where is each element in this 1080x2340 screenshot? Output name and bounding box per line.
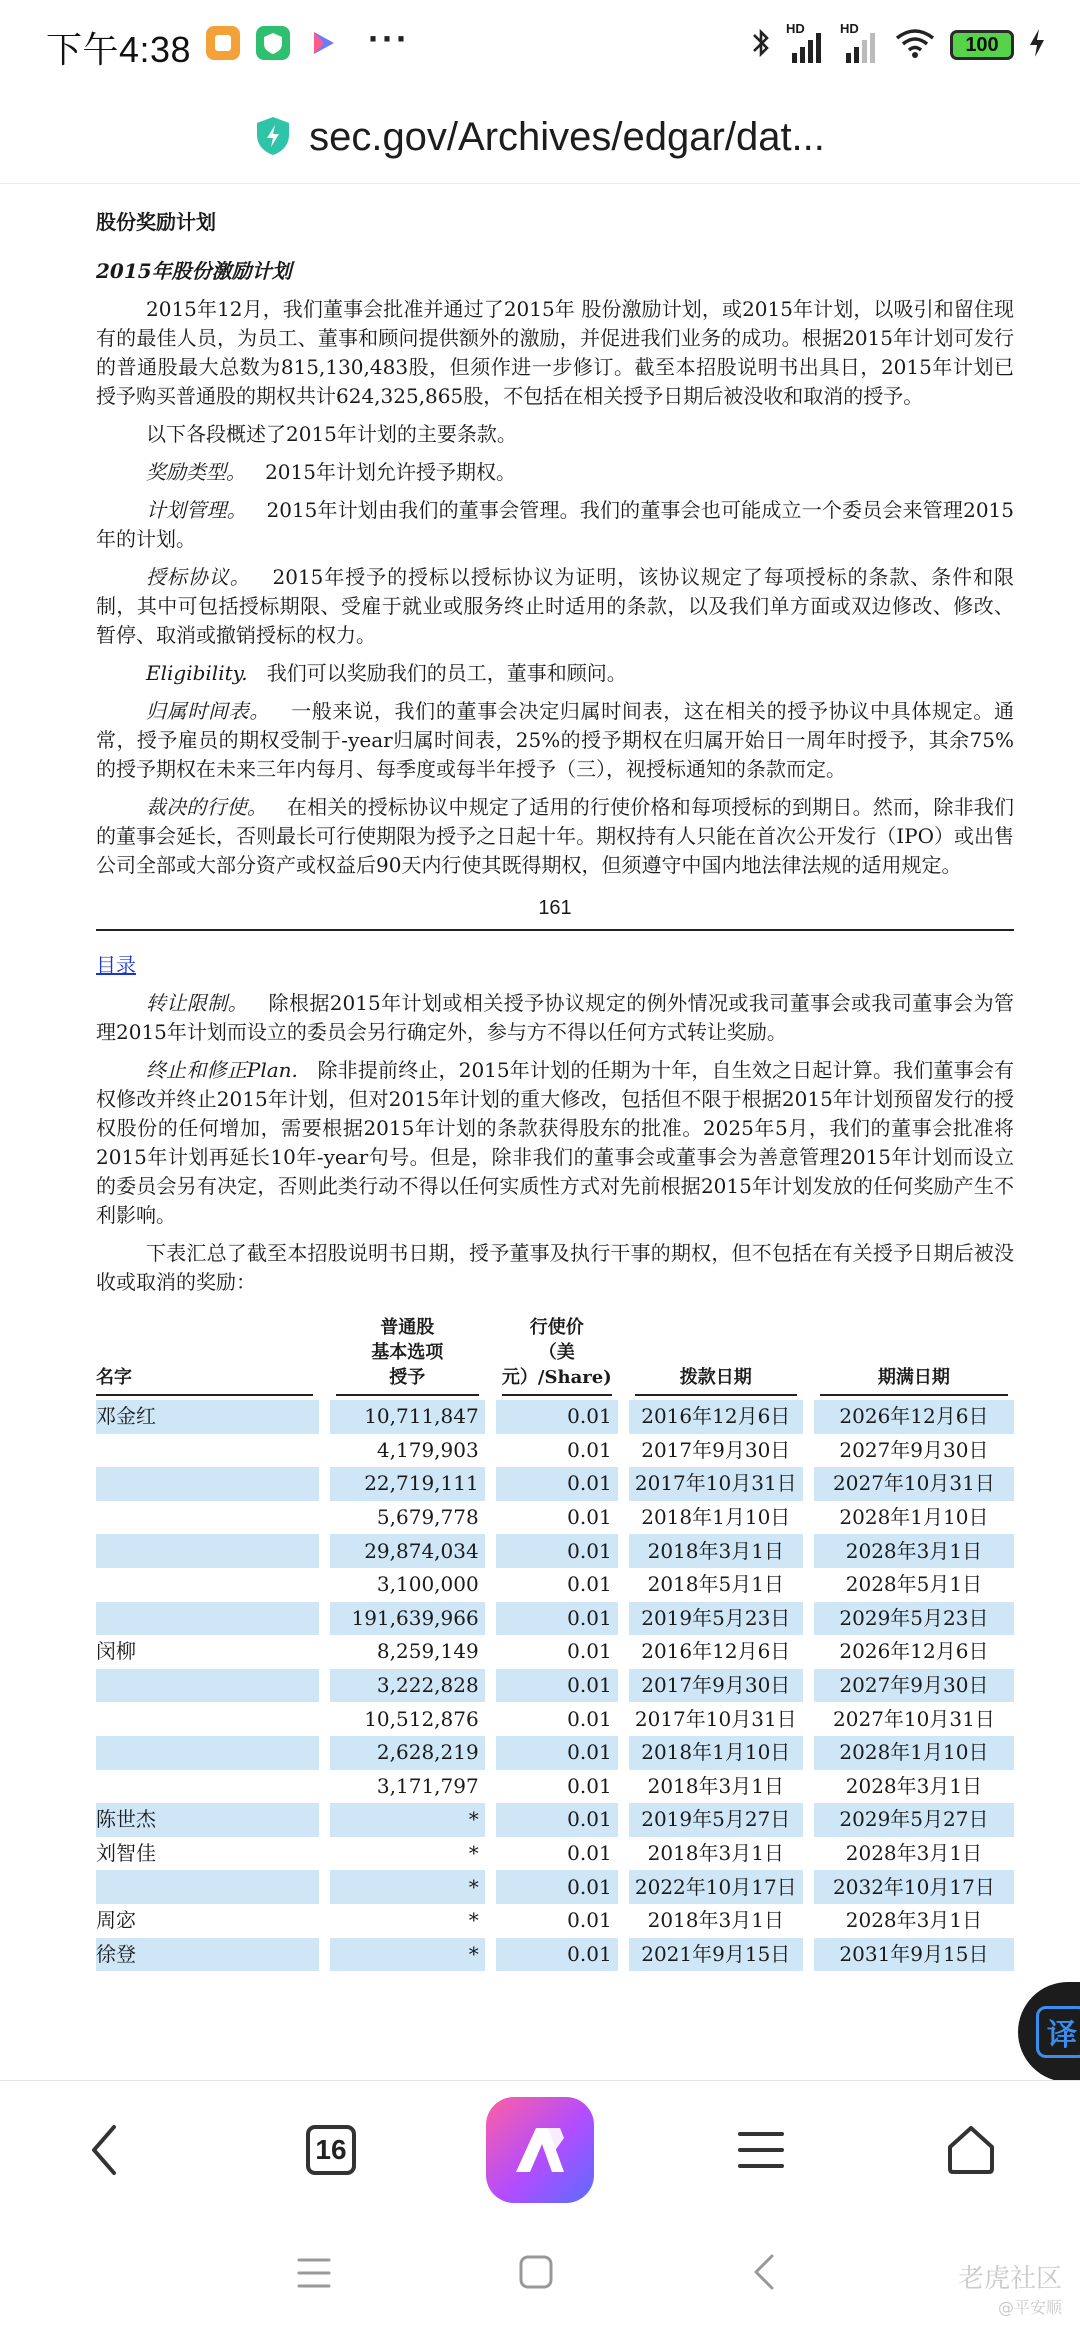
cell-name: 闵柳 bbox=[96, 1639, 136, 1664]
cell-name bbox=[96, 1602, 319, 1636]
column-gap bbox=[319, 1635, 330, 1669]
column-gap bbox=[618, 1736, 629, 1770]
column-gap bbox=[803, 1669, 814, 1703]
watermark bbox=[958, 2258, 1062, 2318]
document-page bbox=[96, 190, 1014, 2080]
column-gap bbox=[319, 1770, 330, 1804]
translate-icon: 译 bbox=[1036, 2006, 1080, 2058]
column-gap bbox=[319, 1568, 330, 1602]
column-gap bbox=[618, 1702, 629, 1736]
column-gap bbox=[803, 1938, 814, 1972]
table-row bbox=[96, 1635, 1014, 1669]
wifi-icon bbox=[894, 26, 936, 65]
system-nav-bar bbox=[0, 2218, 1080, 2340]
battery-indicator: 100 bbox=[950, 30, 1014, 60]
header-grant-date-label: 拨款日期 bbox=[635, 1365, 797, 1396]
cell-name bbox=[96, 1434, 319, 1468]
watermark-user: @平安顺 bbox=[997, 2298, 1062, 2317]
cell-name bbox=[96, 1501, 319, 1535]
ai-assistant-button[interactable] bbox=[486, 2097, 594, 2203]
column-gap bbox=[803, 1501, 814, 1535]
column-gap bbox=[803, 1534, 814, 1568]
notes-app-icon bbox=[206, 26, 240, 60]
column-gap bbox=[618, 1938, 629, 1972]
table-row bbox=[96, 1803, 1014, 1837]
cell-price: 0.01 bbox=[567, 1706, 612, 1731]
status-bar bbox=[0, 0, 1080, 92]
cell-name bbox=[96, 1702, 319, 1736]
column-gap bbox=[319, 1534, 330, 1568]
table-row bbox=[96, 1770, 1014, 1804]
tabs-button[interactable] bbox=[296, 2115, 366, 2185]
table-row bbox=[96, 1534, 1014, 1568]
cell-price: 0.01 bbox=[567, 1437, 612, 1462]
column-gap bbox=[803, 1467, 814, 1501]
cell-expiry-date: 2028年3月1日 bbox=[814, 1534, 1014, 1568]
cell-price: 0.01 bbox=[567, 1908, 612, 1933]
cell-name bbox=[96, 1870, 319, 1904]
square-home-icon bbox=[518, 2254, 554, 2290]
cell-name: 徐登 bbox=[96, 1938, 319, 1972]
translate-button[interactable] bbox=[1018, 1982, 1080, 2082]
table-row bbox=[96, 1400, 1014, 1434]
term-paragraph-award-type bbox=[96, 458, 1014, 487]
term-label: 授标协议。 bbox=[146, 565, 251, 589]
cell-price: 0.01 bbox=[496, 1736, 618, 1770]
cell-shares: 4,179,903 bbox=[376, 1437, 479, 1462]
shield-icon bbox=[255, 115, 291, 161]
browser-toolbar bbox=[0, 2080, 1080, 2218]
section-title: 股份奖励计划 bbox=[96, 210, 216, 234]
column-gap bbox=[319, 1669, 330, 1703]
term-label: 终止和修正Plan. bbox=[146, 1058, 298, 1082]
table-row bbox=[96, 1467, 1014, 1501]
cell-shares: 2,628,219 bbox=[330, 1736, 485, 1770]
term-paragraph-eligibility bbox=[96, 659, 1014, 688]
subsection-title: 2015年股份激励计划 bbox=[96, 259, 292, 283]
signal-label-2: HD bbox=[840, 21, 859, 36]
table-row bbox=[96, 1702, 1014, 1736]
signal-icon-1 bbox=[786, 21, 826, 65]
cell-shares: * bbox=[330, 1870, 485, 1904]
term-paragraph-exercise bbox=[96, 793, 1014, 880]
column-gap bbox=[485, 1669, 496, 1703]
header-price-line3: 元）/Share) bbox=[501, 1367, 612, 1388]
column-gap bbox=[485, 1736, 496, 1770]
cell-shares: 10,711,847 bbox=[330, 1400, 485, 1434]
cell-price: 0.01 bbox=[567, 1841, 612, 1866]
cell-shares: * bbox=[468, 1908, 479, 1933]
column-gap bbox=[319, 1702, 330, 1736]
column-gap bbox=[319, 1467, 330, 1501]
cell-expiry-date: 2028年3月1日 bbox=[845, 1841, 983, 1866]
column-gap bbox=[618, 1501, 629, 1535]
cell-price: 0.01 bbox=[496, 1938, 618, 1972]
column-gap bbox=[319, 1602, 330, 1636]
cell-shares: * bbox=[330, 1803, 485, 1837]
menu-button[interactable] bbox=[726, 2115, 796, 2185]
cell-expiry-date: 2027年10月31日 bbox=[814, 1467, 1014, 1501]
signal-label-1: HD bbox=[786, 21, 805, 36]
column-gap bbox=[485, 1837, 496, 1871]
column-gap bbox=[803, 1837, 814, 1871]
cell-shares: 5,679,778 bbox=[376, 1505, 479, 1530]
cell-expiry-date: 2029年5月27日 bbox=[814, 1803, 1014, 1837]
column-gap bbox=[618, 1568, 629, 1602]
header-name-label: 名字 bbox=[96, 1365, 313, 1396]
column-gap bbox=[803, 1736, 814, 1770]
cell-shares: 3,171,797 bbox=[376, 1773, 479, 1798]
table-row bbox=[96, 1837, 1014, 1871]
home-button[interactable] bbox=[936, 2115, 1006, 2185]
cell-grant-date: 2018年3月1日 bbox=[647, 1908, 784, 1933]
table-row bbox=[96, 1736, 1014, 1770]
column-gap bbox=[803, 1400, 814, 1434]
cell-grant-date: 2017年10月31日 bbox=[634, 1706, 797, 1731]
column-gap bbox=[485, 1904, 496, 1938]
term-label: 转让限制。 bbox=[146, 991, 249, 1015]
column-gap bbox=[319, 1938, 330, 1972]
column-gap bbox=[618, 1467, 629, 1501]
chevron-left-icon bbox=[88, 2123, 122, 2177]
table-row bbox=[96, 1904, 1014, 1938]
paragraph-intro: 2015年12月，我们董事会批准并通过了2015年 股份激励计划，或2015年计划，以吸引和留住现有的最佳人员，为员工、董事和顾问提供额外的激励，并促进我们业务的成功。根据2015年计划可发行的普通股最大总数为815,130,483股，但须作进一步修订。截至本招股说明书出具日，2015年计划已授予购买普通股的期权共计624,325,865股，不包括在相关授予日期后被没收和取消的授予。 bbox=[96, 297, 1014, 408]
term-paragraph-transfer bbox=[96, 989, 1014, 1047]
home-icon bbox=[944, 2123, 998, 2177]
page-number: 161 bbox=[538, 897, 572, 919]
address-bar[interactable] bbox=[0, 92, 1080, 184]
header-shares-line3: 授予 bbox=[389, 1367, 426, 1388]
column-gap bbox=[485, 1602, 496, 1636]
cell-price: 0.01 bbox=[496, 1803, 618, 1837]
column-gap bbox=[618, 1602, 629, 1636]
term-paragraph-termination bbox=[96, 1056, 1014, 1230]
recent-apps-icon bbox=[296, 2256, 332, 2290]
cell-grant-date: 2018年1月10日 bbox=[629, 1736, 803, 1770]
column-gap bbox=[485, 1770, 496, 1804]
cell-grant-date: 2021年9月15日 bbox=[629, 1938, 803, 1972]
column-gap bbox=[803, 1702, 814, 1736]
column-gap bbox=[319, 1501, 330, 1535]
cell-price: 0.01 bbox=[496, 1400, 618, 1434]
term-text: 2015年授予的授标以授标协议为证明，该协议规定了每项授标的条款、条件和限制，其中可包括授标期限、受雇于就业或服务终止时适用的条款，以及我们单方面或双边修改、修改、暂停、取消或撤销授标的权力。 bbox=[96, 565, 1014, 647]
column-gap bbox=[485, 1534, 496, 1568]
term-label: 奖励类型。 bbox=[146, 460, 246, 484]
cell-grant-date: 2022年10月17日 bbox=[629, 1870, 803, 1904]
column-gap bbox=[319, 1434, 330, 1468]
recent-apps-button[interactable] bbox=[296, 2256, 332, 2294]
column-gap bbox=[803, 1602, 814, 1636]
column-gap bbox=[618, 1904, 629, 1938]
column-gap bbox=[618, 1669, 629, 1703]
header-expiry-date-label: 期满日期 bbox=[820, 1365, 1008, 1396]
cell-grant-date: 2017年9月30日 bbox=[641, 1437, 791, 1462]
cell-name: 刘智佳 bbox=[96, 1841, 156, 1866]
back-button[interactable] bbox=[70, 2115, 140, 2185]
header-expiry-date bbox=[814, 1315, 1014, 1400]
cell-expiry-date: 2028年3月1日 bbox=[845, 1908, 983, 1933]
column-gap bbox=[803, 1635, 814, 1669]
header-name bbox=[96, 1315, 319, 1400]
signal-icon-2 bbox=[840, 21, 880, 65]
cell-name bbox=[96, 1669, 319, 1703]
cell-grant-date: 2019年5月27日 bbox=[629, 1803, 803, 1837]
column-gap bbox=[803, 1568, 814, 1602]
cell-grant-date: 2018年3月1日 bbox=[629, 1534, 803, 1568]
cell-price: 0.01 bbox=[567, 1572, 612, 1597]
cell-name bbox=[96, 1770, 319, 1804]
cell-price: 0.01 bbox=[496, 1602, 618, 1636]
charging-icon bbox=[1028, 27, 1046, 64]
term-paragraph-agreement bbox=[96, 563, 1014, 650]
header-shares-line2: 基本选项 bbox=[371, 1342, 444, 1363]
term-label: 裁决的行使。 bbox=[146, 795, 268, 819]
column-gap bbox=[319, 1803, 330, 1837]
cell-price: 0.01 bbox=[496, 1534, 618, 1568]
term-text: 除非提前终止，2015年计划的任期为十年，自生效之日起计算。我们董事会有权修改并终止2015年计划，但对2015年计划的重大修改，包括但不限于根据2015年计划预留发行的授权股份的任何增加，需要根据2015年计划的条款获得股东的批准。2025年5月，我们的董事会批准将2015年计划再延长10年-year句号。但是，除非我们的董事会或董事会为善意管理2015年计划而设立的委员会另有决定，否则此类行动不得以任何实质性方式对先前根据2015年计划发放的任何奖励产生不利影响。 bbox=[96, 1058, 1014, 1227]
column-gap bbox=[485, 1803, 496, 1837]
cell-expiry-date: 2028年3月1日 bbox=[845, 1773, 983, 1798]
cell-expiry-date: 2026年12月6日 bbox=[839, 1639, 989, 1664]
cell-price: 0.01 bbox=[496, 1669, 618, 1703]
play-app-icon bbox=[306, 26, 340, 60]
cell-expiry-date: 2031年9月15日 bbox=[814, 1938, 1014, 1972]
cell-price: 0.01 bbox=[567, 1505, 612, 1530]
column-gap bbox=[485, 1568, 496, 1602]
column-gap bbox=[319, 1837, 330, 1871]
url-text[interactable]: sec.gov/Archives/edgar/dat... bbox=[309, 115, 825, 159]
column-gap bbox=[485, 1501, 496, 1535]
term-text: 在相关的授标协议中规定了适用的行使价格和每项授标的到期日。然而，除非我们的董事会延长，否则最长可行使期限为授予之日起十年。期权持有人只能在首次公开发行（IPO）或出售公司全部或大部分资产或权益后90天内行使其既得期权，但须遵守中国内地法律法规的适用规定。 bbox=[96, 795, 1014, 877]
cell-price: 0.01 bbox=[567, 1639, 612, 1664]
table-of-contents-link[interactable]: 目录 bbox=[96, 953, 136, 977]
cell-expiry-date: 2028年1月10日 bbox=[814, 1736, 1014, 1770]
system-back-button[interactable] bbox=[752, 2252, 776, 2296]
column-gap bbox=[618, 1635, 629, 1669]
cell-shares: 3,100,000 bbox=[376, 1572, 479, 1597]
header-price-line2: （美 bbox=[538, 1342, 575, 1363]
header-shares-line1: 普通股 bbox=[380, 1317, 435, 1338]
term-text: 我们可以奖励我们的员工，董事和顾问。 bbox=[266, 661, 627, 685]
more-notifications-icon: ··· bbox=[368, 18, 410, 59]
cell-grant-date: 2016年12月6日 bbox=[641, 1639, 791, 1664]
column-gap bbox=[485, 1635, 496, 1669]
table-row bbox=[96, 1568, 1014, 1602]
cell-price: 0.01 bbox=[496, 1467, 618, 1501]
term-paragraph-vesting bbox=[96, 697, 1014, 784]
cell-name bbox=[96, 1467, 319, 1501]
watermark-brand: 老虎社区 bbox=[957, 2264, 1062, 2294]
menu-icon bbox=[736, 2128, 786, 2172]
header-grant-date bbox=[629, 1315, 803, 1400]
system-home-button[interactable] bbox=[518, 2254, 554, 2294]
table-row bbox=[96, 1870, 1014, 1904]
table-intro: 下表汇总了截至本招股说明书日期，授予董事及执行干事的期权，但不包括在有关授予日期后被没收或取消的奖励： bbox=[96, 1241, 1014, 1294]
cell-grant-date: 2018年3月1日 bbox=[647, 1841, 784, 1866]
term-text: 除根据2015年计划或相关授予协议规定的例外情况或我司董事会或我司董事会为管理2015年计划而设立的委员会另行确定外，参与方不得以任何方式转让奖励。 bbox=[96, 991, 1014, 1044]
column-gap bbox=[319, 1904, 330, 1938]
column-gap bbox=[319, 1400, 330, 1434]
column-gap bbox=[618, 1434, 629, 1468]
tab-count: 16 bbox=[306, 2125, 356, 2175]
cell-name: 邓金红 bbox=[96, 1400, 319, 1434]
cell-shares: 10,512,876 bbox=[364, 1706, 479, 1731]
cell-name bbox=[96, 1736, 319, 1770]
cell-price: 0.01 bbox=[567, 1773, 612, 1798]
cell-grant-date: 2017年10月31日 bbox=[629, 1467, 803, 1501]
bluetooth-icon bbox=[750, 26, 772, 65]
cell-grant-date: 2018年1月10日 bbox=[641, 1505, 791, 1530]
cell-shares: 22,719,111 bbox=[330, 1467, 485, 1501]
term-label: 归属时间表。 bbox=[146, 699, 271, 723]
cell-name bbox=[96, 1568, 319, 1602]
paragraph-summary: 以下各段概述了2015年计划的主要条款。 bbox=[146, 422, 517, 446]
option-grants-table bbox=[96, 1315, 1014, 1971]
column-gap bbox=[485, 1702, 496, 1736]
column-gap bbox=[618, 1870, 629, 1904]
column-gap bbox=[618, 1803, 629, 1837]
cell-expiry-date: 2028年1月10日 bbox=[839, 1505, 989, 1530]
table-row bbox=[96, 1501, 1014, 1535]
column-gap bbox=[485, 1467, 496, 1501]
status-indicators bbox=[750, 22, 1046, 68]
table-body bbox=[96, 1400, 1014, 1971]
cell-expiry-date: 2028年5月1日 bbox=[845, 1572, 983, 1597]
cell-grant-date: 2018年3月1日 bbox=[647, 1773, 784, 1798]
term-label: 计划管理。 bbox=[146, 498, 247, 522]
column-gap bbox=[618, 1770, 629, 1804]
cell-expiry-date: 2032年10月17日 bbox=[814, 1870, 1014, 1904]
column-gap bbox=[485, 1938, 496, 1972]
cell-expiry-date: 2029年5月23日 bbox=[814, 1602, 1014, 1636]
table-header-row bbox=[96, 1315, 1014, 1400]
cell-name: 陈世杰 bbox=[96, 1803, 319, 1837]
column-gap bbox=[803, 1770, 814, 1804]
cell-expiry-date: 2027年9月30日 bbox=[839, 1437, 989, 1462]
cell-grant-date: 2016年12月6日 bbox=[629, 1400, 803, 1434]
column-gap bbox=[618, 1400, 629, 1434]
term-text: 2015年计划由我们的董事会管理。我们的董事会也可能成立一个委员会来管理2015年的计划。 bbox=[96, 498, 1014, 551]
cell-name bbox=[96, 1534, 319, 1568]
security-app-icon bbox=[256, 26, 290, 60]
status-time: 下午4:38 bbox=[46, 29, 192, 70]
cell-grant-date: 2019年5月23日 bbox=[629, 1602, 803, 1636]
column-gap bbox=[618, 1534, 629, 1568]
column-gap bbox=[319, 1736, 330, 1770]
header-shares bbox=[330, 1315, 485, 1400]
cell-price: 0.01 bbox=[496, 1870, 618, 1904]
column-gap bbox=[485, 1400, 496, 1434]
cell-grant-date: 2018年5月1日 bbox=[647, 1572, 784, 1597]
cell-shares: * bbox=[330, 1938, 485, 1972]
column-gap bbox=[485, 1870, 496, 1904]
term-text: 一般来说，我们的董事会决定归属时间表，这在相关的授予协议中具体规定。通常，授予雇员的期权受制于-year归属时间表，25%的授予期权在归属开始日一周年时授予，其余75%的授予期权在未来三年内每月、每季度或每半年授予（三），视授标通知的条款而定。 bbox=[96, 699, 1014, 781]
column-gap bbox=[485, 1434, 496, 1468]
table-row bbox=[96, 1938, 1014, 1972]
column-gap bbox=[803, 1803, 814, 1837]
cell-shares: * bbox=[468, 1841, 479, 1866]
cell-grant-date: 2017年9月30日 bbox=[629, 1669, 803, 1703]
back-triangle-icon bbox=[752, 2252, 776, 2292]
header-price bbox=[496, 1315, 618, 1400]
column-gap bbox=[803, 1904, 814, 1938]
table-row bbox=[96, 1602, 1014, 1636]
cell-expiry-date: 2027年10月31日 bbox=[833, 1706, 995, 1731]
cell-shares: 29,874,034 bbox=[330, 1534, 485, 1568]
cell-shares: 8,259,149 bbox=[376, 1639, 479, 1664]
header-price-line1: 行使价 bbox=[529, 1317, 584, 1338]
table-row bbox=[96, 1434, 1014, 1468]
cell-name: 周宓 bbox=[96, 1908, 136, 1933]
column-gap bbox=[803, 1434, 814, 1468]
table-row bbox=[96, 1669, 1014, 1703]
ai-logo-icon bbox=[508, 2122, 572, 2178]
column-gap bbox=[618, 1837, 629, 1871]
term-paragraph-administration bbox=[96, 496, 1014, 554]
term-text: 2015年计划允许授予期权。 bbox=[265, 460, 516, 484]
term-label: Eligibility. bbox=[146, 661, 248, 685]
column-gap bbox=[319, 1870, 330, 1904]
cell-expiry-date: 2027年9月30日 bbox=[814, 1669, 1014, 1703]
column-gap bbox=[803, 1870, 814, 1904]
cell-expiry-date: 2026年12月6日 bbox=[814, 1400, 1014, 1434]
cell-shares: 3,222,828 bbox=[330, 1669, 485, 1703]
cell-shares: 191,639,966 bbox=[330, 1602, 485, 1636]
page-divider bbox=[96, 929, 1014, 931]
